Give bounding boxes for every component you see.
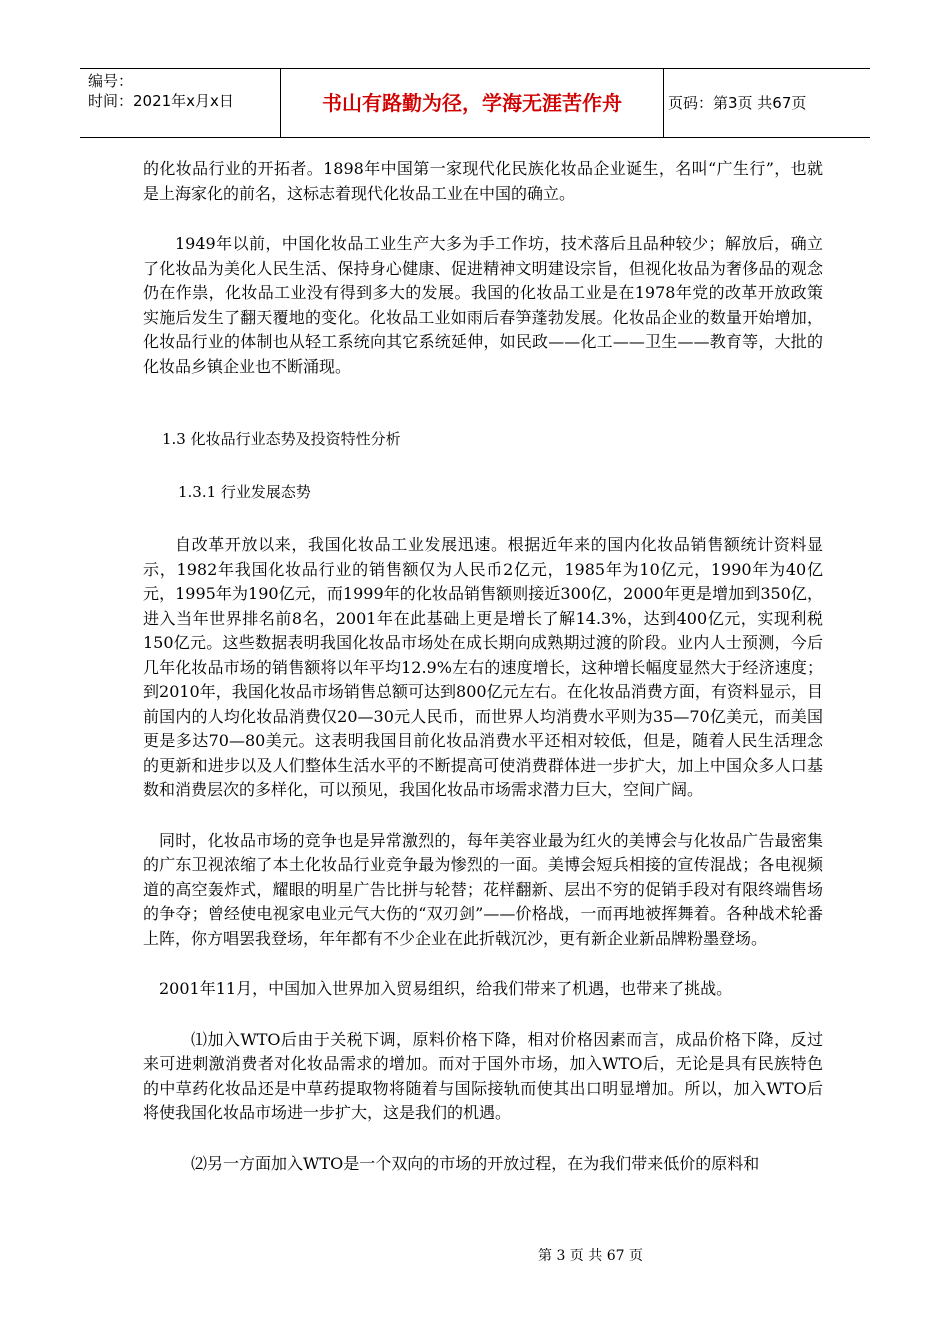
header-slogan-cell [281, 69, 664, 137]
header-page-info: 页码：第3页 共67页 [668, 94, 807, 112]
page-header [80, 68, 870, 138]
header-slogan: 书山有路勤为径，学海无涯苦作舟 [322, 91, 622, 115]
header-page-cell [664, 69, 870, 137]
header-meta-cell [80, 69, 281, 137]
paragraph-1: 的化妆品行业的开拓者。1898年中国第一家现代化民族化妆品企业诞生，名叫“广生行”，也就是上海家化的前名，这标志着现代化妆品工业在中国的确立。 [143, 159, 823, 203]
paragraph-2: 1949年以前，中国化妆品工业生产大多为手工作坊，技术落后且品种较少；解放后，确立了化妆品为美化人民生活、保持身心健康、促进精神文明建设宗旨，但视化妆品为奢侈品的观念仍在作祟，化妆品工业没有得到多大的发展。我国的化妆品工业是在1978年党的改革开放政策实施后发生了翻天覆地的变化。化妆品工业如雨后春笋蓬勃发展。化妆品企业的数量开始增加，化妆品行业的体制也从轻工系统向其它系统延伸，如民政——化工——卫生——教育等，大批的化妆品乡镇企业也不断涌现。 [143, 234, 823, 376]
paragraph-7: ⑵另一方面加入WTO是一个双向的市场的开放过程，在为我们带来低价的原料和 [191, 1153, 760, 1173]
paragraph-3: 自改革开放以来，我国化妆品工业发展迅速。根据近年来的国内化妆品销售额统计资料显示，1982年我国化妆品行业的销售额仅为人民币2亿元，1985年为10亿元，1990年为40亿元，1995年为190亿元，而1999年的化妆品销售额则接近300亿，2000年更是增加到350亿，进入当年世界排名前8名，2001年在此基础上更是增长了解14.3%，达到400亿元，实现利税150亿元。这些数据表明我国化妆品市场处在成长期向成熟期过渡的阶段。业内人士预测，今后几年化妆品市场的销售额将以年平均12.9%左右的速度增长，这种增长幅度显然大于经济速度；到2010年，我国化妆品市场销售总额可达到800亿元左右。在化妆品消费方面，有资料显示，目前国内的人均化妆品消费仅20—30元人民币，而世界人均消费水平则为35—70亿美元，而美国更是多达70—80美元。这表明我国目前化妆品消费水平还相对较低，但是，随着人民生活理念的更新和进步以及人们整体生活水平的不断提高可使消费群体进一步扩大，加上中国众多人口基数和消费层次的多样化，可以预见，我国化妆品市场需求潜力巨大，空间广阔。 [143, 535, 823, 799]
paragraph-5: 2001年11月，中国加入世界加入贸易组织，给我们带来了机遇，也带来了挑战。 [159, 979, 733, 998]
paragraph-4: 同时，化妆品市场的竞争也是异常激烈的，每年美容业最为红火的美博会与化妆品广告最密集的广东卫视浓缩了本土化妆品行业竞争最为惨烈的一面。美博会短兵相接的宣传混战；各电视频道的高空轰炸式，耀眼的明星广告比拼与轮替；花样翻新、层出不穷的促销手段对有限终端售场的争夺；曾经使电视家电业元气大伤的“双刃剑”——价格战，一而再地被挥舞着。各种战术轮番上阵，你方唱罢我登场，年年都有不少企业在此折戟沉沙，更有新企业新品牌粉墨登场。 [143, 830, 823, 948]
section-heading-1-3: 1.3 化妆品行业态势及投资特性分析 [162, 430, 401, 448]
subsection-heading-1-3-1: 1.3.1 行业发展态势 [178, 483, 311, 501]
document-code-label: 编号： [88, 72, 134, 90]
document-date-label: 时间：2021年x月x日 [88, 92, 234, 110]
page-footer-number: 第 3 页 共 67 页 [538, 1248, 643, 1264]
document-body [143, 155, 823, 1176]
paragraph-6: ⑴加入WTO后由于关税下调，原料价格下降，相对价格因素而言，成品价格下降，反过来可进刺激消费者对化妆品需求的增加。而对于国外市场，加入WTO后，无论是具有民族特色的中草药化妆品还是中草药提取物将随着与国际接轨而使其出口明显增加。所以，加入WTO后将使我国化妆品市场进一步扩大，这是我们的机遇。 [143, 1029, 823, 1122]
